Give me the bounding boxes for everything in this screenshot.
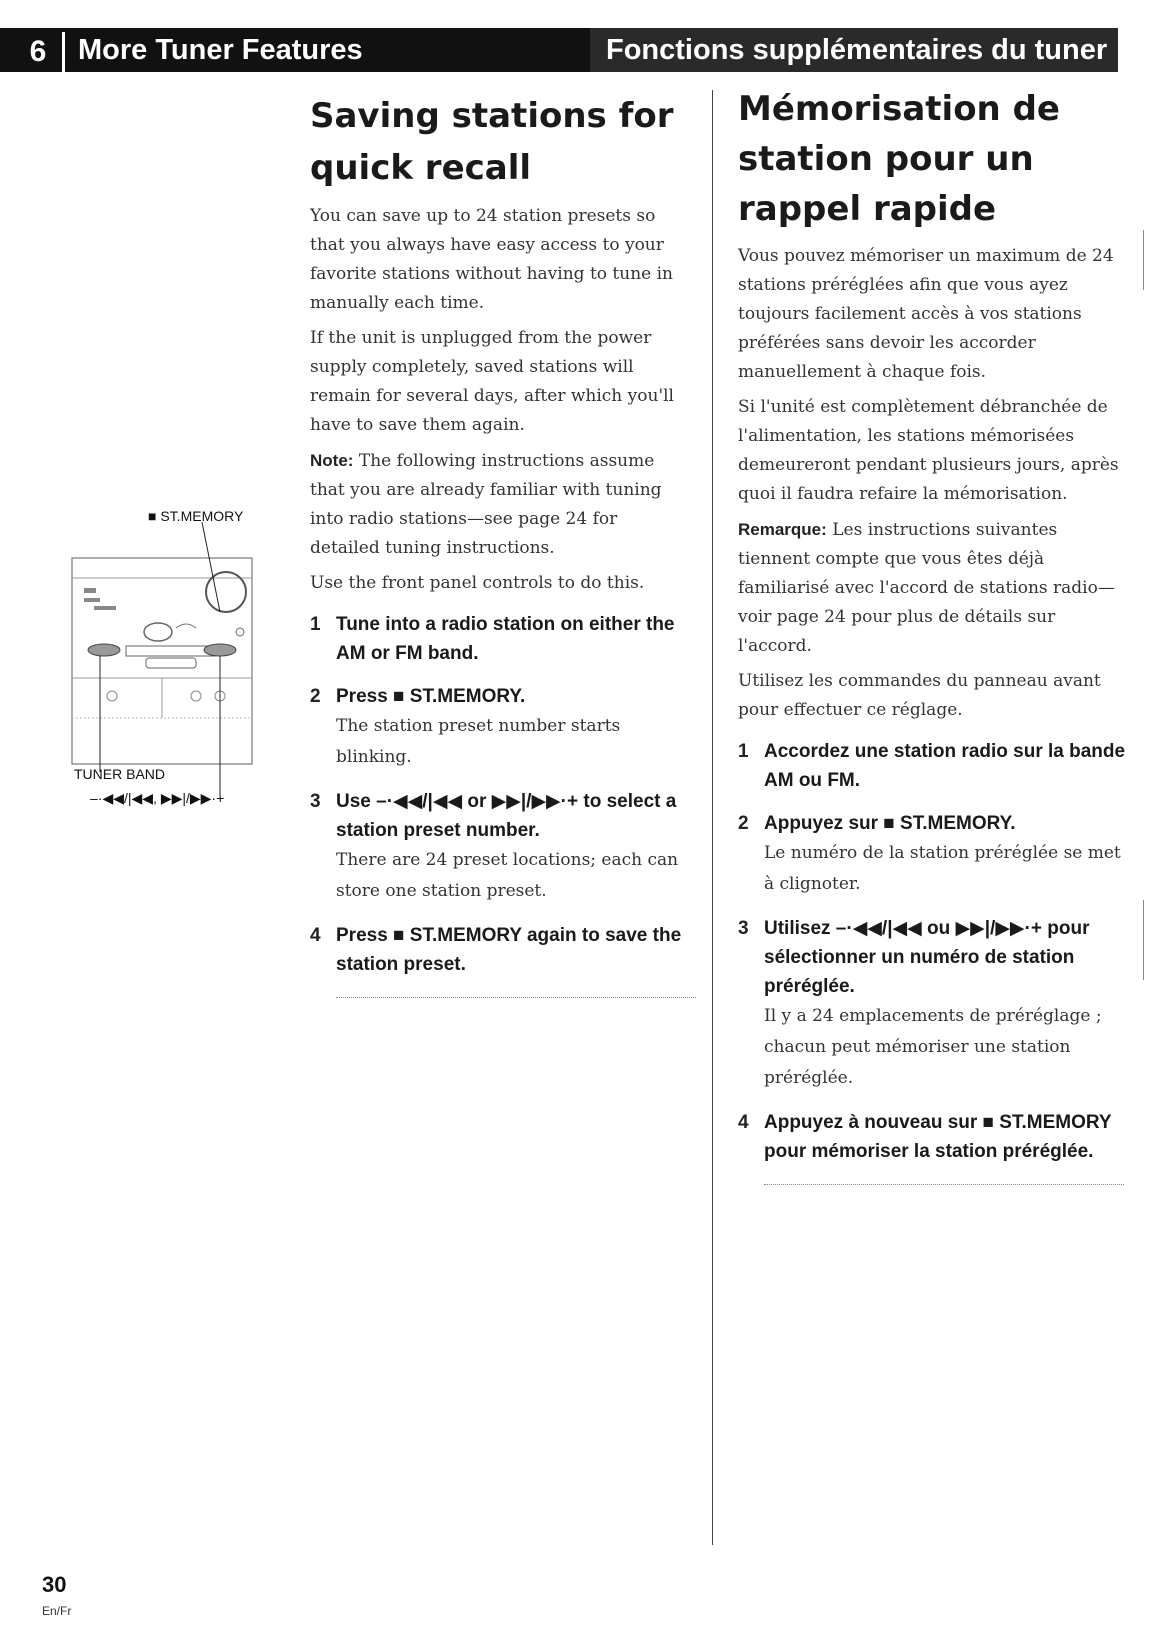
note-paragraph <box>738 515 1132 661</box>
front-panel-drawing <box>70 500 340 840</box>
note-paragraph <box>310 446 690 563</box>
deck-reel <box>107 691 117 701</box>
small-control <box>236 628 244 636</box>
chapter-title-fr: Fonctions supplémentaires du tuner <box>606 34 1108 66</box>
front-panel-instruction: Use the front panel controls to do this. <box>310 573 645 593</box>
step-number: 4 <box>738 1112 749 1133</box>
tuner-band-label: TUNER BAND <box>74 766 166 782</box>
note-text: Les instructions suivantes tiennent compte que vous êtes déjà familiarisé avec l'accord de stations radio— voir page 24 pour plus de détails sur l'accord. <box>738 520 1115 656</box>
unit-outline <box>72 558 252 764</box>
panel-indicator <box>94 606 116 610</box>
chapter-separator <box>62 32 65 72</box>
step-item <box>738 809 1132 900</box>
display-accent <box>176 624 196 628</box>
step-title: Press ■ ST.MEMORY again to save the station preset. <box>336 925 682 975</box>
note-label: Note: <box>310 451 354 470</box>
step-title: Appuyez sur ■ ST.MEMORY. <box>764 813 1016 834</box>
step-item <box>738 914 1132 1094</box>
step-item <box>738 737 1132 795</box>
step-number: 3 <box>738 918 749 939</box>
intro-paragraph-1: You can save up to 24 station presets so that you always have easy access to your favorite stations without having to tune in manually each time. <box>310 206 673 313</box>
step-item <box>310 787 690 907</box>
step-number: 2 <box>738 813 749 834</box>
panel-indicator <box>84 598 100 602</box>
deck-reel <box>191 691 201 701</box>
step-number: 3 <box>310 791 321 812</box>
section-title-en: Saving stations for quick recall <box>310 96 674 188</box>
french-column <box>738 84 1132 1185</box>
step-item <box>738 1108 1132 1166</box>
step-title: Appuyez à nouveau sur ■ ST.MEMORY pour mémoriser la station préréglée. <box>764 1112 1112 1162</box>
chapter-title-en: More Tuner Features <box>78 34 363 66</box>
front-panel-figure <box>70 500 340 840</box>
step-title: Accordez une station radio sur la bande AM ou FM. <box>764 741 1126 791</box>
step-description: There are 24 preset locations; each can store one station preset. <box>336 850 679 901</box>
scan-edge-mark <box>1143 900 1144 980</box>
chapter-number: 6 <box>16 32 60 72</box>
skip-button <box>204 644 236 656</box>
step-description: Le numéro de la station préréglée se met à clignoter. <box>764 843 1121 894</box>
st-memory-pointer <box>202 522 220 612</box>
front-panel-instruction: Utilisez les commandes du panneau avant pour effectuer ce réglage. <box>738 671 1101 720</box>
tuner-band-button <box>88 644 120 656</box>
section-end-rule <box>764 1180 1124 1185</box>
st-memory-label: ■ ST.MEMORY <box>148 508 244 524</box>
column-divider <box>712 90 713 1545</box>
section-title-fr: Mémorisation de station pour un rappel rapide <box>738 89 1060 229</box>
button-strip <box>126 646 216 656</box>
page-number: 30 <box>42 1572 67 1597</box>
step-item <box>310 682 690 773</box>
steps-list-en <box>310 610 690 998</box>
english-column <box>310 90 690 998</box>
step-title: Press ■ ST.MEMORY. <box>336 686 526 707</box>
page-language: En/Fr <box>42 1604 72 1618</box>
step-title: Utilisez –·◀◀/|◀◀ ou ▶▶|/▶▶·+ pour sélectionner un numéro de station préréglée. <box>764 918 1090 997</box>
scan-edge-mark <box>1143 230 1144 290</box>
step-number: 4 <box>310 925 321 946</box>
step-description: The station preset number starts blinking. <box>336 716 621 767</box>
note-label: Remarque: <box>738 520 827 539</box>
step-title: Tune into a radio station on either the AM or FM band. <box>336 614 675 664</box>
step-item <box>310 610 690 668</box>
skip-buttons-label: –·◀◀/|◀◀, ▶▶|/▶▶·+ <box>90 790 225 806</box>
steps-list-fr <box>738 737 1132 1185</box>
step-item <box>310 921 690 979</box>
step-number: 1 <box>310 614 321 635</box>
note-text: The following instructions assume that you are already familiar with tuning into radio stations—see page 24 for detailed tuning instructions. <box>310 451 662 558</box>
section-end-rule <box>336 993 696 998</box>
intro-paragraph-2: If the unit is unplugged from the power supply completely, saved stations will remain for several days, after which you'll have to save them again. <box>310 328 674 435</box>
intro-paragraph-2: Si l'unité est complètement débranchée de l'alimentation, les stations mémorisées demeureront pendant plusieurs jours, après quoi il faudra refaire la mémorisation. <box>738 397 1119 504</box>
intro-paragraph-1: Vous pouvez mémoriser un maximum de 24 stations préréglées afin que vous ayez toujours facilement accès à vos stations préférées sans devoir les accorder manuellement à chaque fois. <box>738 246 1114 382</box>
step-number: 1 <box>738 741 749 762</box>
step-description: Il y a 24 emplacements de préréglage ; chacun peut mémoriser une station préréglée. <box>764 1006 1102 1088</box>
display-window <box>144 623 172 641</box>
function-buttons <box>146 658 196 668</box>
step-number: 2 <box>310 686 321 707</box>
panel-indicator <box>84 588 96 593</box>
step-title: Use –·◀◀/|◀◀ or ▶▶|/▶▶·+ to select a station preset number. <box>336 791 677 841</box>
